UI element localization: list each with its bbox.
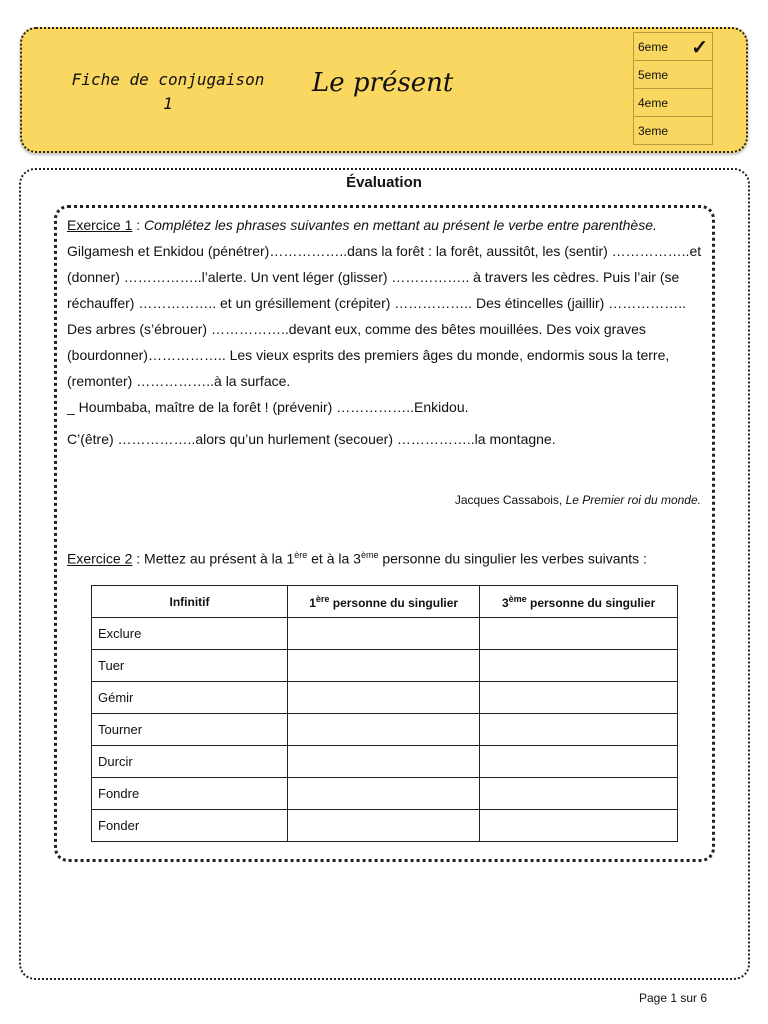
answer-cell-third[interactable] <box>480 810 678 842</box>
answer-cell-first[interactable] <box>288 778 480 810</box>
header-third-person-text: personne du singulier <box>526 595 656 610</box>
header-third-person-num: 3 <box>501 595 509 610</box>
exercise2-text-a: : Mettez au présent à la 1 <box>132 550 295 567</box>
level-cell <box>634 89 713 117</box>
verb-cell: Fondre <box>92 778 288 810</box>
citation-author: Jacques Cassabois, <box>454 493 563 507</box>
worksheet-label-line2: 1 <box>163 94 173 113</box>
level-cell <box>634 61 713 89</box>
answer-cell-third[interactable] <box>480 778 678 810</box>
exercise1-line3: C’(être) ……………..alors qu’un hurlement (secouer) ……………..la montagne. <box>67 431 556 447</box>
level-label: 4eme <box>638 95 669 110</box>
verb-cell: Gémir <box>92 682 288 714</box>
citation-book: Le Premier roi du monde. <box>565 493 701 507</box>
table-row <box>92 682 678 714</box>
exercise1-colon: : <box>132 217 145 233</box>
header-third-person-sup: ème <box>508 593 527 604</box>
table-row <box>92 746 678 778</box>
header-first-person-sup: ère <box>315 593 330 604</box>
answer-cell-third[interactable] <box>480 714 678 746</box>
level-table <box>633 32 713 145</box>
header-infinitif: Infinitif <box>92 586 288 618</box>
exercise2-instruction <box>67 547 667 567</box>
level-label: 3eme <box>638 123 669 138</box>
exercise2-sup1: ère <box>294 550 308 560</box>
answer-cell-first[interactable] <box>288 714 480 746</box>
conjugation-table <box>91 585 678 842</box>
worksheet-label <box>68 68 268 116</box>
answer-cell-first[interactable] <box>288 746 480 778</box>
verb-cell: Tuer <box>92 650 288 682</box>
answer-cell-first[interactable] <box>288 618 480 650</box>
table-row <box>92 778 678 810</box>
header-third-person <box>480 586 678 618</box>
page-title: Le présent <box>312 68 454 98</box>
level-cell <box>634 33 713 61</box>
answer-cell-first[interactable] <box>288 650 480 682</box>
answer-cell-third[interactable] <box>480 618 678 650</box>
worksheet-label-line1: Fiche de conjugaison <box>71 70 265 89</box>
level-cell <box>634 117 713 145</box>
answer-cell-third[interactable] <box>480 650 678 682</box>
level-label: 6eme <box>638 39 669 54</box>
exercise1-text: Gilgamesh et Enkidou (pénétrer)……………..dans la forêt : la forêt, aussitôt, les (sentir) ……………..et (donner) ……………..l’alerte. Un vent léger (glisser) …………….. à travers les cèdres. Puis l’air (se réchauffer) …………….. et un grésillement (crépiter) …………….. Des étincelles (jaillir) …………….. Des arbres (s’ébrouer) ……………..devant eux, comme des bêtes mouillées. Des voix graves (bourdonner)…………….. Les vieux esprits des premiers âges du monde, endormis sous la terre, (remonter) ……………..à la surface. <box>67 243 702 389</box>
checkmark-icon: ✓ <box>691 37 708 59</box>
answer-cell-third[interactable] <box>480 682 678 714</box>
page-number: Page 1 sur 6 <box>639 991 708 1005</box>
table-row <box>92 650 678 682</box>
exercise2-sup3: ème <box>360 550 379 560</box>
citation <box>455 493 701 507</box>
verb-cell: Durcir <box>92 746 288 778</box>
exercise2-text-b: et à la 3 <box>307 550 361 567</box>
table-row <box>92 714 678 746</box>
exercise1-line2: _ Houmbaba, maître de la forêt ! (prévenir) ……………..Enkidou. <box>67 399 469 415</box>
table-header-row <box>92 586 678 618</box>
verb-cell: Tourner <box>92 714 288 746</box>
table-row <box>92 810 678 842</box>
answer-cell-first[interactable] <box>288 810 480 842</box>
exercise1-instruction <box>67 212 707 238</box>
exercise1-label: Exercice 1 <box>67 217 133 233</box>
answer-cell-first[interactable] <box>288 682 480 714</box>
header-first-person <box>288 586 480 618</box>
evaluation-title: Évaluation <box>346 174 422 191</box>
header-first-person-text: personne du singulier <box>329 595 459 610</box>
level-label: 5eme <box>638 67 669 82</box>
answer-cell-third[interactable] <box>480 746 678 778</box>
exercise1-instruction-text: Complétez les phrases suivantes en mettant au présent le verbe entre parenthèse. <box>144 217 657 233</box>
header-first-person-num: 1 <box>309 595 316 610</box>
verb-cell: Fonder <box>92 810 288 842</box>
exercise2-text-c: personne du singulier les verbes suivants : <box>378 550 647 567</box>
table-row <box>92 618 678 650</box>
verb-cell: Exclure <box>92 618 288 650</box>
exercise2-label: Exercice 2 <box>67 550 133 567</box>
exercise1 <box>67 212 707 452</box>
